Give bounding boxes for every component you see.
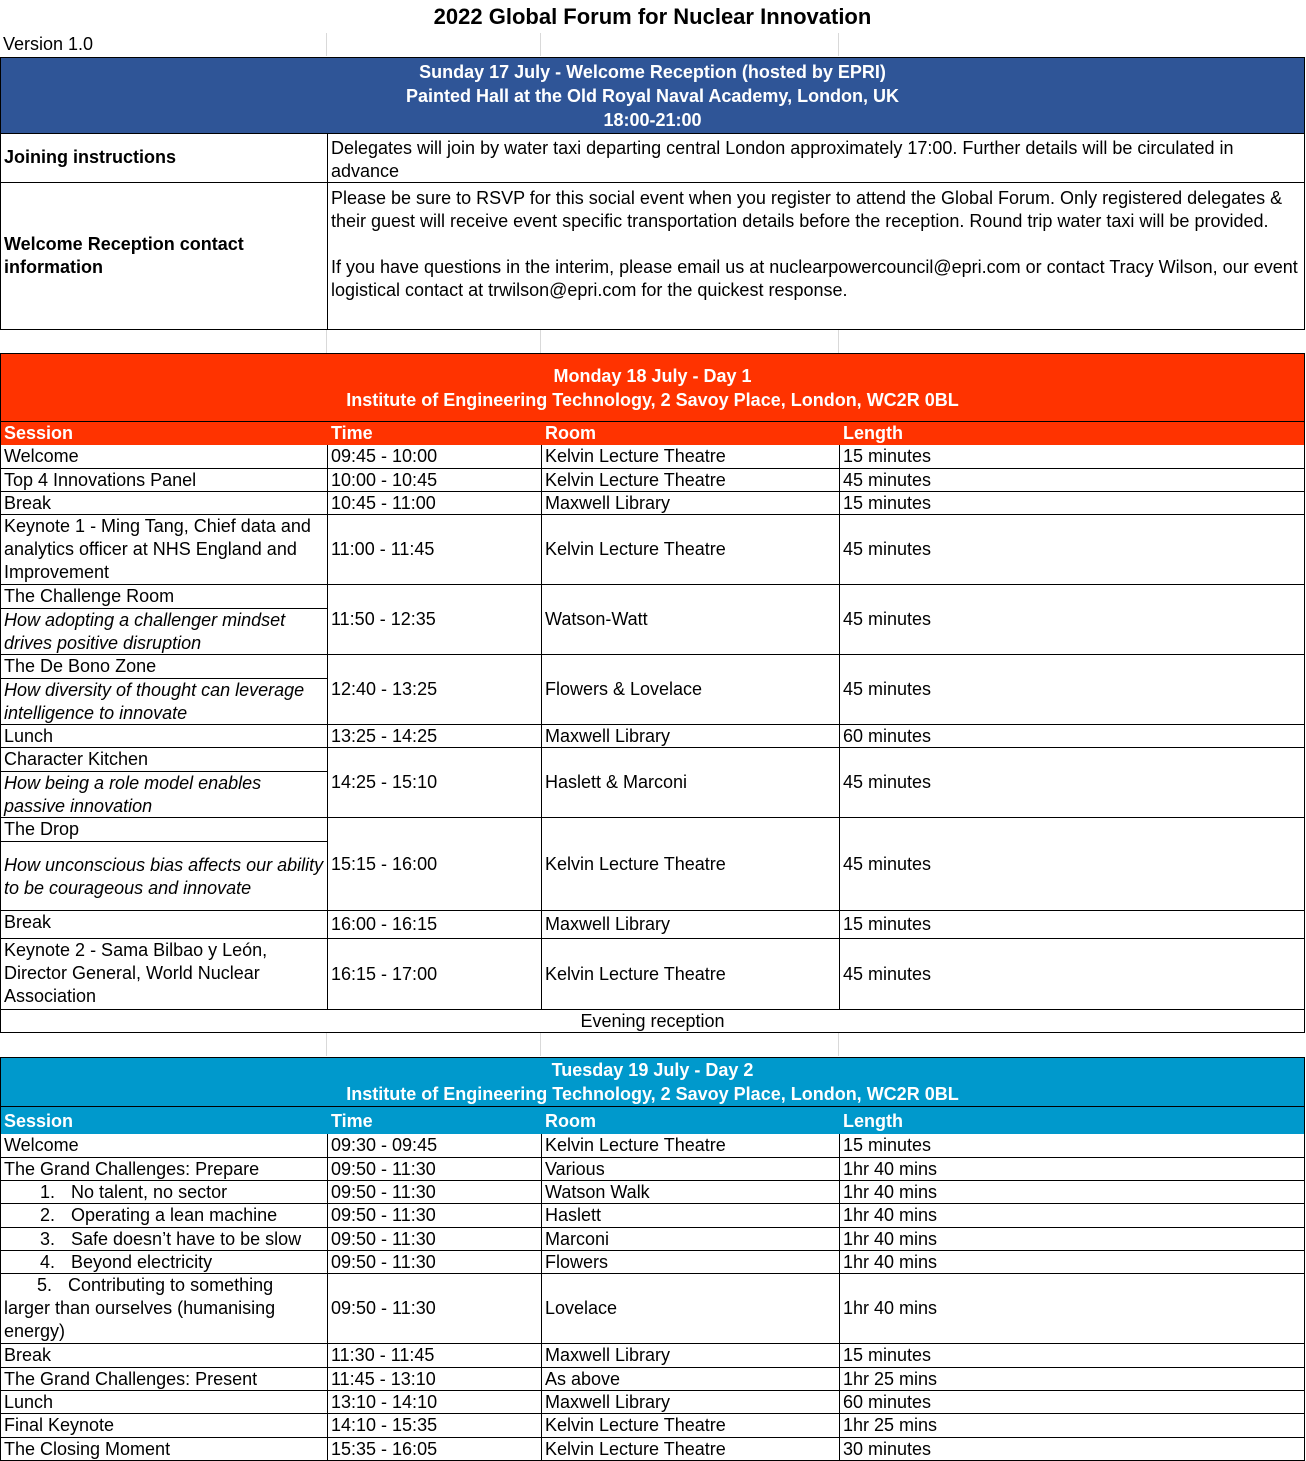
sunday-header-line2: Painted Hall at the Old Royal Naval Academy, London, UK bbox=[405, 85, 900, 106]
table-row bbox=[0, 1274, 1305, 1344]
time-value: 09:50 - 11:30 bbox=[331, 1205, 436, 1225]
contact-paragraph-1: Please be sure to RSVP for this social event when you register to attend the Global Forum. Only registered delegates & their guest will receive event specific transportation details before the reception. Round trip water taxi will be provided. bbox=[331, 188, 1283, 231]
time-value: 09:50 - 11:30 bbox=[331, 1158, 436, 1179]
table-row bbox=[0, 445, 1305, 469]
length-value: 1hr 25 mins bbox=[843, 1415, 938, 1435]
room-value: Flowers & Lovelace bbox=[545, 679, 703, 699]
column-time: Time bbox=[331, 423, 373, 443]
room-value: Maxwell Library bbox=[545, 1391, 671, 1412]
contact-paragraph-2: If you have questions in the interim, please email us at nuclearpowercouncil@epri.com or contact Tracy Wilson, our event logistical contact at trwilson@epri.com for the quickest response. bbox=[331, 257, 1298, 300]
time-value: 14:10 - 15:35 bbox=[331, 1415, 438, 1435]
version-label: Version 1.0 bbox=[3, 34, 94, 54]
length-value: 60 minutes bbox=[843, 1391, 932, 1412]
session-title: The De Bono Zone bbox=[1, 655, 327, 679]
session-name: The Grand Challenges: Present bbox=[4, 1369, 258, 1389]
table-row bbox=[0, 1181, 1305, 1204]
spacer-row bbox=[0, 1033, 1305, 1056]
session-name: Contributing to something larger than ourselves (humanising energy) bbox=[4, 1275, 276, 1341]
indent-spacer bbox=[4, 1275, 37, 1295]
length-value: 1hr 40 mins bbox=[843, 1298, 938, 1318]
time-value: 11:50 - 12:35 bbox=[331, 609, 436, 629]
length-value: 1hr 40 mins bbox=[843, 1228, 938, 1249]
length-value: 15 minutes bbox=[843, 1135, 932, 1155]
time-value: 11:00 - 11:45 bbox=[331, 539, 435, 559]
length-value: 60 minutes bbox=[843, 725, 932, 746]
session-cell bbox=[1, 1251, 328, 1273]
empty-cell bbox=[541, 33, 839, 56]
room-cell bbox=[542, 1134, 840, 1157]
numbered-session bbox=[4, 1204, 324, 1227]
time-value: 16:00 - 16:15 bbox=[331, 914, 438, 934]
length-value: 15 minutes bbox=[843, 446, 932, 466]
empty-cell bbox=[541, 330, 839, 353]
session-name: Lunch bbox=[4, 726, 54, 746]
room-cell bbox=[542, 748, 840, 817]
column-session: Session bbox=[4, 423, 74, 443]
room-value: Maxwell Library bbox=[545, 1345, 671, 1365]
time-cell bbox=[328, 445, 542, 468]
room-cell bbox=[542, 1438, 840, 1460]
room-value: Kelvin Lecture Theatre bbox=[545, 446, 726, 466]
session-title: Character Kitchen bbox=[1, 748, 327, 772]
contact-label bbox=[1, 182, 328, 329]
tuesday-header bbox=[0, 1057, 1305, 1107]
empty-cell bbox=[327, 1033, 541, 1056]
session-cell bbox=[1, 469, 328, 491]
length-cell bbox=[840, 492, 1306, 514]
session-name: Final Keynote bbox=[4, 1415, 115, 1435]
table-row bbox=[0, 1251, 1305, 1274]
length-cell bbox=[840, 1344, 1306, 1367]
room-cell bbox=[542, 818, 840, 910]
session-number: 2. bbox=[40, 1205, 56, 1225]
time-value: 14:25 - 15:10 bbox=[331, 772, 438, 792]
session-number: 1. bbox=[40, 1182, 56, 1202]
session-name: Lunch bbox=[4, 1392, 54, 1412]
room-cell bbox=[542, 469, 840, 491]
length-cell bbox=[840, 515, 1306, 584]
length-value: 15 minutes bbox=[843, 914, 932, 934]
table-row bbox=[0, 585, 1305, 655]
time-value: 09:50 - 11:30 bbox=[331, 1251, 436, 1272]
session-name: Break bbox=[4, 912, 52, 932]
title-row bbox=[0, 0, 1305, 33]
room-cell bbox=[542, 725, 840, 747]
length-value: 45 minutes bbox=[843, 609, 932, 629]
room-cell bbox=[542, 492, 840, 514]
table-row bbox=[0, 515, 1305, 585]
session-cell bbox=[1, 1134, 328, 1157]
table-row bbox=[0, 492, 1305, 515]
time-cell bbox=[328, 1274, 542, 1343]
table-row bbox=[0, 1158, 1305, 1181]
room-cell bbox=[542, 1344, 840, 1367]
room-value: As above bbox=[545, 1368, 621, 1389]
time-value: 10:45 - 11:00 bbox=[331, 492, 436, 513]
length-cell bbox=[840, 1274, 1306, 1343]
length-cell bbox=[840, 1158, 1306, 1180]
time-value: 09:30 - 09:45 bbox=[331, 1135, 438, 1155]
length-value: 45 minutes bbox=[843, 679, 932, 699]
contact-row bbox=[0, 182, 1305, 330]
room-value: Flowers bbox=[545, 1251, 609, 1272]
length-cell bbox=[840, 445, 1306, 468]
table-row bbox=[0, 469, 1305, 492]
time-value: 13:25 - 14:25 bbox=[331, 725, 438, 746]
empty-cell bbox=[327, 330, 541, 353]
room-value: Lovelace bbox=[545, 1298, 618, 1318]
time-cell bbox=[328, 1391, 542, 1413]
session-name: Break bbox=[4, 1345, 52, 1365]
time-value: 15:15 - 16:00 bbox=[331, 853, 438, 874]
tuesday-column-header bbox=[0, 1107, 1305, 1134]
monday-header-line1: Monday 18 July - Day 1 bbox=[553, 365, 752, 386]
table-row bbox=[0, 655, 1305, 725]
time-value: 16:15 - 17:00 bbox=[331, 963, 438, 984]
evening-reception-label: Evening reception bbox=[580, 1011, 725, 1031]
room-cell bbox=[542, 1251, 840, 1273]
length-value: 15 minutes bbox=[843, 1345, 932, 1365]
table-row bbox=[0, 1134, 1305, 1158]
session-number: 3. bbox=[40, 1229, 56, 1249]
room-value: Watson Walk bbox=[545, 1181, 650, 1202]
session-cell bbox=[1, 1414, 328, 1437]
session-subtitle: How being a role model enables passive innovation bbox=[4, 773, 262, 816]
empty-cell bbox=[0, 1033, 327, 1056]
length-cell bbox=[840, 1181, 1306, 1203]
monday-header-line2: Institute of Engineering Technology, 2 Savoy Place, London, WC2R 0BL bbox=[346, 389, 959, 410]
length-cell bbox=[840, 1368, 1306, 1390]
time-value: 09:50 - 11:30 bbox=[331, 1298, 436, 1318]
session-cell bbox=[1, 1274, 328, 1343]
length-cell bbox=[840, 911, 1306, 938]
evening-reception-row bbox=[0, 1010, 1305, 1033]
column-length: Length bbox=[843, 423, 903, 443]
session-name: Safe doesn’t have to be slow bbox=[71, 1229, 302, 1249]
table-row bbox=[0, 725, 1305, 748]
session-cell bbox=[1, 1344, 328, 1367]
spacer-row bbox=[0, 330, 1305, 353]
length-value: 1hr 40 mins bbox=[843, 1251, 938, 1272]
room-cell bbox=[542, 911, 840, 938]
numbered-session bbox=[4, 1274, 324, 1343]
room-value: Haslett bbox=[545, 1205, 602, 1225]
session-name: No talent, no sector bbox=[71, 1182, 228, 1202]
contact-label-text: Welcome Reception contact information bbox=[4, 233, 244, 277]
length-cell bbox=[840, 1414, 1306, 1437]
column-time: Time bbox=[331, 1111, 373, 1131]
empty-cell bbox=[0, 330, 327, 353]
time-cell bbox=[328, 1368, 542, 1390]
room-cell bbox=[542, 445, 840, 468]
time-cell bbox=[328, 1181, 542, 1203]
time-value: 15:35 - 16:05 bbox=[331, 1438, 438, 1459]
length-cell bbox=[840, 818, 1306, 910]
length-value: 1hr 25 mins bbox=[843, 1368, 938, 1389]
session-number: 5. bbox=[37, 1275, 53, 1295]
length-cell bbox=[840, 585, 1306, 654]
session-name: Top 4 Innovations Panel bbox=[4, 470, 197, 490]
time-cell bbox=[328, 939, 542, 1009]
room-cell bbox=[542, 585, 840, 654]
numbered-session bbox=[4, 1251, 324, 1273]
session-subtitle: How diversity of thought can leverage intelligence to innovate bbox=[4, 680, 305, 723]
time-cell bbox=[328, 1344, 542, 1367]
room-cell bbox=[542, 515, 840, 584]
session-subtitle: How unconscious bias affects our ability to be courageous and innovate bbox=[4, 855, 324, 898]
session-cell bbox=[1, 655, 328, 724]
joining-label-text: Joining instructions bbox=[4, 147, 177, 167]
table-row bbox=[0, 939, 1305, 1010]
time-cell bbox=[328, 492, 542, 514]
length-value: 45 minutes bbox=[843, 469, 932, 490]
time-value: 09:50 - 11:30 bbox=[331, 1181, 436, 1202]
time-cell bbox=[328, 1251, 542, 1273]
length-value: 45 minutes bbox=[843, 963, 932, 984]
session-cell bbox=[1, 1158, 328, 1180]
room-value: Kelvin Lecture Theatre bbox=[545, 1415, 726, 1435]
length-cell bbox=[840, 1251, 1306, 1273]
joining-row bbox=[0, 133, 1305, 183]
session-cell bbox=[1, 1204, 328, 1227]
room-cell bbox=[542, 1368, 840, 1390]
session-name: Keynote 1 - Ming Tang, Chief data and analytics officer at NHS England and Improvement bbox=[4, 516, 311, 582]
time-cell bbox=[328, 748, 542, 817]
length-cell bbox=[840, 655, 1306, 724]
session-name: The Grand Challenges: Prepare bbox=[4, 1159, 260, 1179]
numbered-session bbox=[4, 1181, 324, 1203]
table-row bbox=[0, 1368, 1305, 1391]
length-value: 1hr 40 mins bbox=[843, 1181, 938, 1202]
room-cell bbox=[542, 1414, 840, 1437]
room-cell bbox=[542, 1181, 840, 1203]
table-row bbox=[0, 1414, 1305, 1438]
table-row bbox=[0, 911, 1305, 939]
session-cell bbox=[1, 1438, 328, 1460]
room-cell bbox=[542, 939, 840, 1009]
session-cell bbox=[1, 1181, 328, 1203]
length-value: 1hr 40 mins bbox=[843, 1158, 938, 1179]
time-cell bbox=[328, 585, 542, 654]
room-cell bbox=[542, 1274, 840, 1343]
tuesday-header-line1: Tuesday 19 July - Day 2 bbox=[551, 1060, 754, 1080]
time-cell bbox=[328, 515, 542, 584]
table-row bbox=[0, 748, 1305, 818]
sunday-header-line1: Sunday 17 July - Welcome Reception (hosted by EPRI) bbox=[419, 61, 886, 82]
session-subtitle: How adopting a challenger mindset drives positive disruption bbox=[4, 610, 286, 653]
numbered-session bbox=[4, 1228, 324, 1250]
time-value: 12:40 - 13:25 bbox=[331, 679, 438, 699]
paragraph-spacer bbox=[331, 233, 1303, 256]
empty-cell bbox=[327, 33, 541, 56]
time-cell bbox=[328, 818, 542, 910]
session-cell bbox=[1, 585, 328, 654]
column-session: Session bbox=[4, 1111, 74, 1131]
session-number: 4. bbox=[40, 1252, 56, 1272]
length-cell bbox=[840, 1228, 1306, 1250]
time-cell bbox=[328, 469, 542, 491]
version-cell bbox=[0, 33, 327, 56]
table-row bbox=[0, 1204, 1305, 1228]
room-cell bbox=[542, 1204, 840, 1227]
room-value: Marconi bbox=[545, 1228, 610, 1249]
session-cell bbox=[1, 492, 328, 514]
joining-text: Delegates will join by water taxi departing central London approximately 17:00. Further details will be circulated in advance bbox=[331, 138, 1234, 181]
table-row bbox=[0, 1228, 1305, 1251]
room-value: Maxwell Library bbox=[545, 492, 671, 513]
room-value: Kelvin Lecture Theatre bbox=[545, 853, 726, 874]
room-cell bbox=[542, 655, 840, 724]
length-value: 15 minutes bbox=[843, 492, 932, 513]
joining-label bbox=[1, 133, 328, 182]
time-cell bbox=[328, 655, 542, 724]
session-title: The Challenge Room bbox=[1, 585, 327, 609]
time-cell bbox=[328, 1414, 542, 1437]
time-cell bbox=[328, 1438, 542, 1460]
table-row bbox=[0, 1344, 1305, 1368]
table-row bbox=[0, 818, 1305, 911]
length-value: 45 minutes bbox=[843, 853, 932, 874]
time-value: 11:45 - 13:10 bbox=[331, 1368, 436, 1389]
time-value: 09:45 - 10:00 bbox=[331, 446, 438, 466]
page-title: 2022 Global Forum for Nuclear Innovation bbox=[433, 4, 872, 29]
empty-cell bbox=[839, 33, 1305, 56]
monday-header bbox=[0, 353, 1305, 422]
time-cell bbox=[328, 1204, 542, 1227]
time-cell bbox=[328, 1158, 542, 1180]
length-value: 1hr 40 mins bbox=[843, 1205, 938, 1225]
session-cell bbox=[1, 725, 328, 747]
tuesday-header-line2: Institute of Engineering Technology, 2 Savoy Place, London, WC2R 0BL bbox=[346, 1084, 959, 1104]
contact-text bbox=[328, 182, 1306, 329]
time-value: 09:50 - 11:30 bbox=[331, 1228, 436, 1249]
session-cell bbox=[1, 515, 328, 584]
session-name: Welcome bbox=[4, 446, 79, 466]
time-cell bbox=[328, 725, 542, 747]
session-name: Keynote 2 - Sama Bilbao y León, Director General, World Nuclear Association bbox=[4, 940, 268, 1006]
session-cell bbox=[1, 818, 328, 910]
room-cell bbox=[542, 1228, 840, 1250]
time-value: 11:30 - 11:45 bbox=[331, 1345, 435, 1365]
table-row bbox=[0, 1438, 1305, 1461]
time-cell bbox=[328, 1134, 542, 1157]
time-cell bbox=[328, 1228, 542, 1250]
length-cell bbox=[840, 469, 1306, 491]
time-value: 10:00 - 10:45 bbox=[331, 469, 438, 490]
room-value: Watson-Watt bbox=[545, 609, 648, 629]
time-value: 13:10 - 14:10 bbox=[331, 1391, 438, 1412]
monday-column-header bbox=[0, 422, 1305, 445]
sunday-header-line3: 18:00-21:00 bbox=[603, 109, 702, 130]
empty-cell bbox=[541, 1033, 839, 1056]
length-cell bbox=[840, 725, 1306, 747]
room-value: Kelvin Lecture Theatre bbox=[545, 1438, 726, 1459]
session-cell bbox=[1, 1368, 328, 1390]
session-name: Welcome bbox=[4, 1135, 79, 1155]
room-value: Kelvin Lecture Theatre bbox=[545, 469, 726, 490]
room-value: Maxwell Library bbox=[545, 725, 671, 746]
room-value: Maxwell Library bbox=[545, 914, 671, 934]
table-row bbox=[0, 1391, 1305, 1414]
length-cell bbox=[840, 1438, 1306, 1460]
column-room: Room bbox=[545, 423, 596, 443]
column-length: Length bbox=[843, 1111, 903, 1131]
room-cell bbox=[542, 1158, 840, 1180]
session-name: Beyond electricity bbox=[71, 1252, 213, 1272]
room-value: Kelvin Lecture Theatre bbox=[545, 963, 726, 984]
length-value: 30 minutes bbox=[843, 1438, 932, 1459]
length-cell bbox=[840, 939, 1306, 1009]
length-cell bbox=[840, 748, 1306, 817]
session-cell bbox=[1, 1228, 328, 1250]
version-row bbox=[0, 33, 1305, 56]
session-name: The Closing Moment bbox=[4, 1439, 171, 1459]
time-cell bbox=[328, 911, 542, 938]
room-value: Various bbox=[545, 1158, 605, 1179]
room-value: Kelvin Lecture Theatre bbox=[545, 1135, 726, 1155]
session-cell bbox=[1, 911, 328, 938]
sunday-header bbox=[0, 57, 1305, 134]
length-value: 45 minutes bbox=[843, 539, 932, 559]
session-cell bbox=[1, 445, 328, 468]
session-name: Break bbox=[4, 493, 52, 513]
room-value: Haslett & Marconi bbox=[545, 772, 688, 792]
session-cell bbox=[1, 939, 328, 1009]
column-room: Room bbox=[545, 1111, 596, 1131]
length-value: 45 minutes bbox=[843, 772, 932, 792]
length-cell bbox=[840, 1204, 1306, 1227]
session-title: The Drop bbox=[1, 818, 327, 842]
room-cell bbox=[542, 1391, 840, 1413]
room-value: Kelvin Lecture Theatre bbox=[545, 539, 726, 559]
session-cell bbox=[1, 1391, 328, 1413]
length-cell bbox=[840, 1134, 1306, 1157]
session-name: Operating a lean machine bbox=[71, 1205, 278, 1225]
session-cell bbox=[1, 748, 328, 817]
length-cell bbox=[840, 1391, 1306, 1413]
